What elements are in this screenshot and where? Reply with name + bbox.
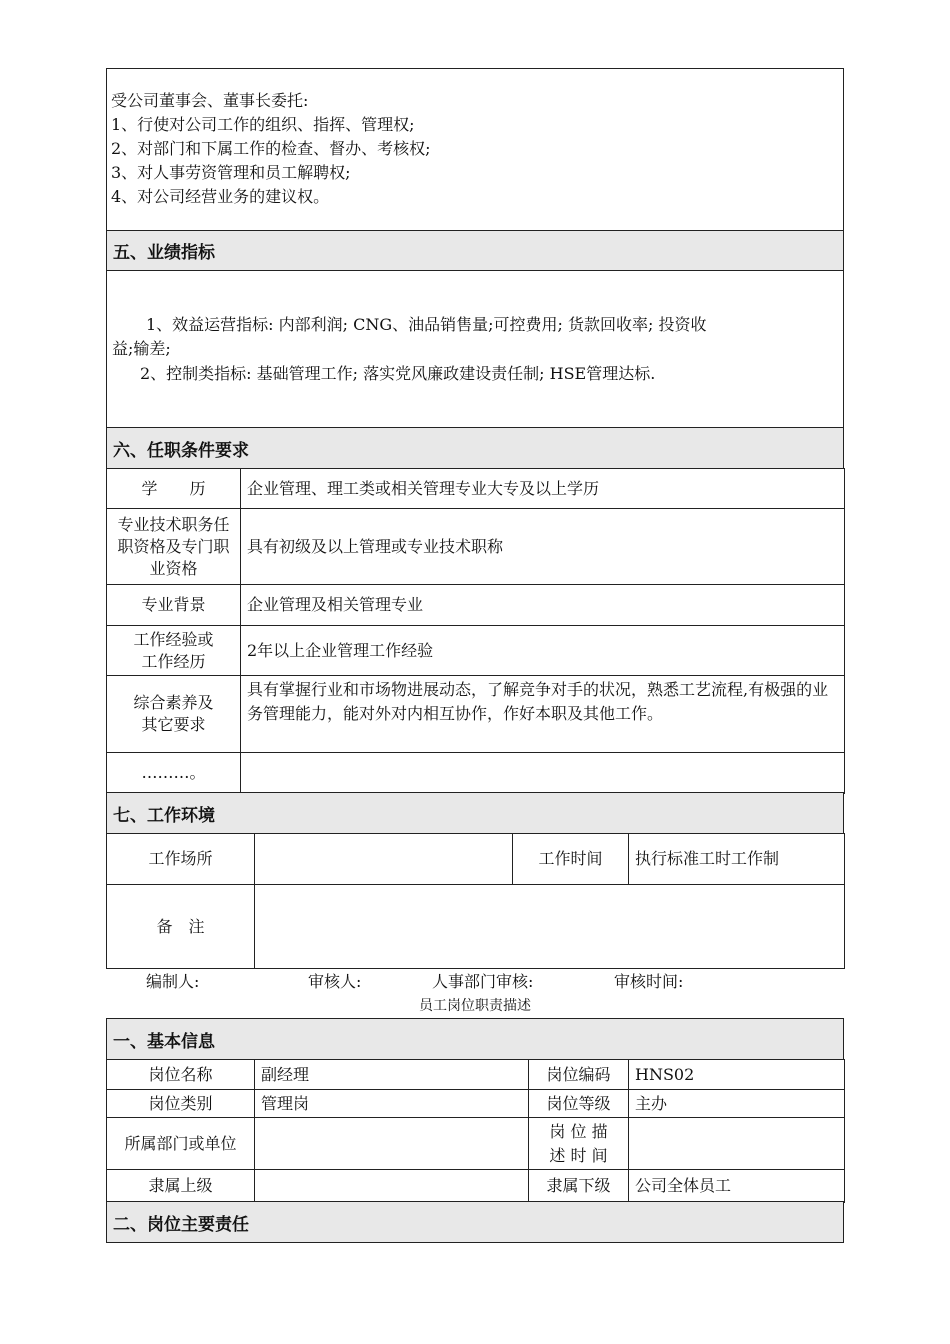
section1-header (107, 1018, 843, 1060)
post-name-value: 副经理 (255, 1060, 529, 1090)
education-label: 学 历 (107, 469, 241, 509)
post-level-label: 岗位等级 (529, 1090, 629, 1118)
post-level-value: 主办 (629, 1090, 845, 1118)
environment-table (106, 833, 845, 969)
table-row (107, 585, 845, 626)
department-value (255, 1118, 529, 1170)
education-value: 企业管理、理工类或相关管理专业大专及以上学历 (241, 469, 845, 509)
authority-item-3: 3、对人事劳资管理和员工解聘权; (111, 163, 351, 182)
remark-value (255, 885, 845, 969)
ellipsis-label: ………。 (107, 753, 241, 794)
table-row (107, 676, 845, 753)
kpi-line-1: 1、效益运营指标: 内部利润; CNG、油品销售量;可控费用; 货款回收率; 投资收 (146, 315, 707, 334)
section7-title: 七、工作环境 (113, 805, 215, 826)
post-code-label: 岗位编码 (529, 1060, 629, 1090)
table-row (107, 1170, 845, 1203)
table-row (107, 753, 845, 794)
superior-label: 隶属上级 (107, 1170, 255, 1203)
subordinate-label: 隶属下级 (529, 1170, 629, 1203)
table-row (107, 834, 845, 885)
quality-label: 综合素养及其它要求 (107, 676, 241, 753)
section6-title: 六、任职条件要求 (113, 440, 249, 461)
workplace-value (255, 834, 513, 885)
post-type-value: 管理岗 (255, 1090, 529, 1118)
section2-title: 二、岗位主要责任 (113, 1214, 249, 1235)
authority-intro: 受公司董事会、董事长委托: (111, 91, 309, 110)
reviewer-label: 审核人: (308, 972, 362, 991)
worktime-label: 工作时间 (513, 834, 629, 885)
post-type-label: 岗位类别 (107, 1090, 255, 1118)
section7-header (107, 792, 843, 834)
kpi-line-2: 2、控制类指标: 基础管理工作; 落实党风廉政建设责任制; HSE管理达标. (140, 364, 656, 383)
remark-label: 备 注 (107, 885, 255, 969)
department-label: 所属部门或单位 (107, 1118, 255, 1170)
compiler-label: 编制人: (146, 972, 200, 991)
basic-info-table (106, 1059, 845, 1203)
qualification-table (106, 468, 845, 794)
superior-value (255, 1170, 529, 1203)
table-row (107, 1118, 845, 1170)
authority-box (106, 68, 844, 231)
section2-header (107, 1201, 843, 1243)
post-code-value: HNS02 (629, 1060, 845, 1090)
background-value: 企业管理及相关管理专业 (241, 585, 845, 626)
experience-label: 工作经验或工作经历 (107, 626, 241, 676)
description-time-value (629, 1118, 845, 1170)
experience-value: 2年以上企业管理工作经验 (241, 626, 845, 676)
qualification-value: 具有初级及以上管理或专业技术职称 (241, 509, 845, 585)
table-row (107, 1060, 845, 1090)
kpi-line-1b: 益;输差; (112, 339, 171, 358)
quality-value: 具有掌握行业和市场物进展动态，了解竞争对手的状况，熟悉工艺流程,有极强的业务管理能力，能对外对内相互协作，作好本职及其他工作。 (241, 676, 845, 753)
document-subtitle: 员工岗位职责描述 (419, 998, 531, 1014)
ellipsis-value (241, 753, 845, 794)
table-row (107, 885, 845, 969)
section5-header (107, 230, 843, 271)
authority-item-2: 2、对部门和下属工作的检查、督办、考核权; (111, 139, 431, 158)
table-row (107, 626, 845, 676)
background-label: 专业背景 (107, 585, 241, 626)
authority-item-1: 1、行使对公司工作的组织、指挥、管理权; (111, 115, 415, 134)
table-row (107, 509, 845, 585)
authority-item-4: 4、对公司经营业务的建议权。 (111, 187, 330, 206)
table-row (107, 1090, 845, 1118)
section1-title: 一、基本信息 (113, 1031, 215, 1052)
review-time-label: 审核时间: (614, 972, 684, 991)
section6-header (107, 427, 843, 469)
qualification-label: 专业技术职务任职资格及专门职业资格 (107, 509, 241, 585)
description-time-label: 岗 位 描 述 时 间 (529, 1118, 629, 1170)
worktime-value: 执行标准工时工作制 (629, 834, 845, 885)
section5-title: 五、业绩指标 (113, 243, 215, 263)
workplace-label: 工作场所 (107, 834, 255, 885)
table-row (107, 469, 845, 509)
subordinate-value: 公司全体员工 (629, 1170, 845, 1203)
post-name-label: 岗位名称 (107, 1060, 255, 1090)
hr-review-label: 人事部门审核: (432, 972, 534, 991)
